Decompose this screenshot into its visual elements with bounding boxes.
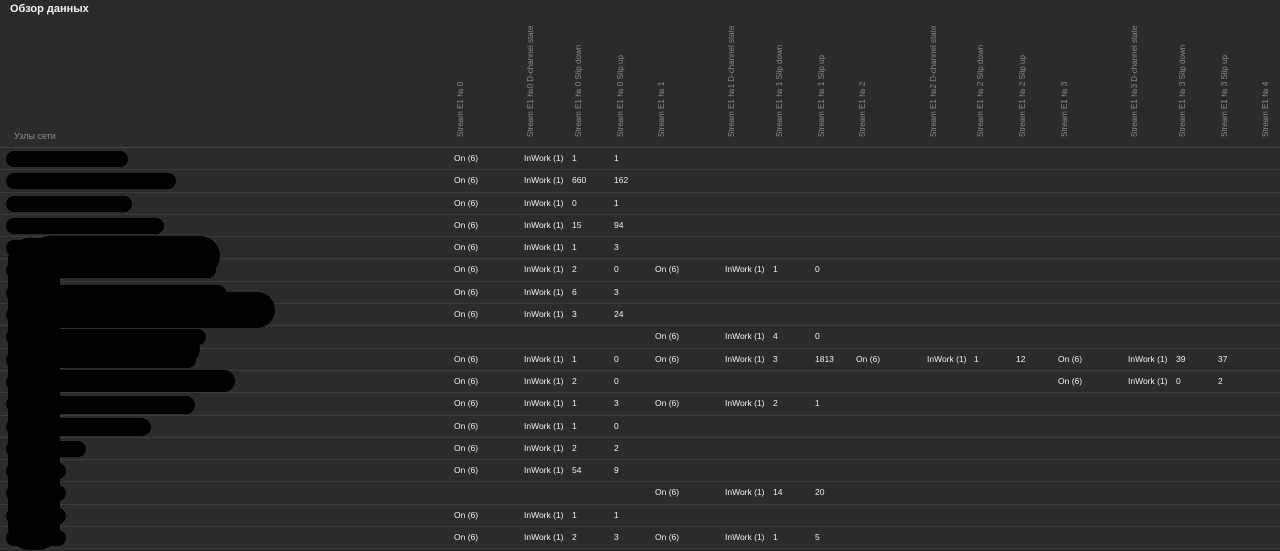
table-cell: 0 [815, 264, 820, 275]
table-cell: 0 [1176, 375, 1181, 386]
table-cell: InWork (1) [1128, 375, 1168, 386]
table-cell: 1 [572, 398, 577, 409]
table-cell: On (6) [454, 153, 479, 163]
column-header-label: Stream E1 № 3 Slip up [1220, 55, 1229, 137]
table-cell: 4 [773, 331, 778, 342]
table-cell: InWork (1) [524, 442, 564, 453]
table-cell: 9 [614, 465, 619, 476]
redaction-mark [30, 236, 220, 276]
table-cell: 2 [572, 375, 577, 386]
redacted-node-name [6, 218, 164, 234]
column-header-label: Stream E1 № 0 Slip up [616, 55, 625, 137]
column-header[interactable] [1058, 22, 1072, 142]
table-cell: On (6) [454, 309, 479, 320]
redaction-mark [40, 330, 200, 366]
column-header-label: Stream E1 № 1 Slip up [817, 55, 826, 137]
table-cell: On (6) [454, 532, 479, 543]
table-cell: InWork (1) [524, 242, 564, 253]
column-header[interactable] [614, 22, 628, 142]
table-cell: InWork (1) [725, 487, 765, 498]
table-cell: 0 [614, 353, 619, 364]
table-cell: 1 [773, 532, 778, 543]
table-cell: On (6) [454, 286, 479, 297]
column-header-label: Stream E1 № 2 Slip down [976, 44, 985, 137]
table-cell: 1 [572, 420, 577, 431]
table-cell: 94 [614, 219, 624, 230]
table-cell: 1 [614, 509, 619, 520]
table-cell: On (6) [454, 353, 479, 364]
column-header-label: Stream E1 № 4 [1261, 81, 1270, 137]
table-cell: InWork (1) [524, 532, 564, 543]
redacted-node-name [6, 173, 176, 189]
table-cell: On (6) [454, 242, 479, 253]
table-cell: 2 [572, 532, 577, 543]
table-cell: 1 [572, 242, 577, 253]
table-cell: On (6) [655, 532, 680, 543]
table-cell: 54 [572, 465, 582, 476]
table-cell: InWork (1) [524, 153, 564, 163]
table-cell: InWork (1) [725, 532, 765, 543]
column-header[interactable] [1176, 22, 1190, 142]
table-cell: 660 [572, 175, 587, 186]
table-cell: InWork (1) [524, 264, 564, 275]
table-cell: InWork (1) [524, 309, 564, 320]
page-title: Обзор данных [10, 3, 89, 15]
table-cell: 12 [1016, 353, 1026, 364]
table-cell: 3 [614, 242, 619, 253]
table-cell: InWork (1) [725, 398, 765, 409]
table-cell: 2 [572, 264, 577, 275]
table-cell: 1 [614, 153, 619, 163]
column-header[interactable] [1016, 22, 1030, 142]
table-cell: 2 [773, 398, 778, 409]
table-cell: 39 [1176, 353, 1186, 364]
table-cell: On (6) [655, 331, 680, 342]
table-cell: InWork (1) [524, 175, 564, 186]
column-header[interactable] [927, 22, 941, 142]
redaction-mark [40, 418, 150, 436]
column-header-label: Stream E1 №1 D-channel state [727, 25, 736, 137]
column-header-label: Stream E1 № 3 Slip down [1178, 44, 1187, 137]
table-cell: On (6) [454, 264, 479, 275]
column-header-label: Stream E1 № 2 [858, 81, 867, 137]
table-cell: 2 [572, 442, 577, 453]
table-cell: On (6) [655, 398, 680, 409]
table-cell: On (6) [454, 465, 479, 476]
table-cell: 1 [614, 197, 619, 208]
column-header-label: Stream E1 № 2 Slip up [1018, 55, 1027, 137]
table-row[interactable] [0, 170, 1280, 192]
column-header-label: Stream E1 №0 D-channel state [526, 25, 535, 137]
table-row[interactable] [0, 215, 1280, 237]
table-cell: 2 [1218, 375, 1223, 386]
table-cell: On (6) [454, 442, 479, 453]
table-cell: On (6) [454, 219, 479, 230]
table-cell: 5 [815, 532, 820, 543]
table-cell: InWork (1) [927, 353, 967, 364]
table-cell: InWork (1) [524, 375, 564, 386]
table-cell: InWork (1) [1128, 353, 1168, 364]
redacted-node-name [6, 151, 128, 167]
table-cell: On (6) [1058, 353, 1083, 364]
column-header[interactable] [1259, 22, 1273, 142]
table-cell: 3 [614, 532, 619, 543]
table-cell: 0 [815, 331, 820, 342]
column-header-label: Stream E1 № 1 Slip down [775, 44, 784, 137]
column-header[interactable] [1218, 22, 1232, 142]
table-cell: 1 [815, 398, 820, 409]
table-cell: On (6) [655, 487, 680, 498]
table-cell: InWork (1) [524, 353, 564, 364]
column-header[interactable] [974, 22, 988, 142]
table-cell: 0 [614, 420, 619, 431]
table-cell: On (6) [454, 175, 479, 186]
table-cell: InWork (1) [524, 465, 564, 476]
table-row[interactable] [0, 505, 1280, 527]
table-row[interactable] [0, 148, 1280, 170]
column-header[interactable] [856, 22, 870, 142]
table-cell: InWork (1) [524, 398, 564, 409]
table-row[interactable] [0, 416, 1280, 438]
table-cell: On (6) [454, 197, 479, 208]
table-cell: InWork (1) [725, 353, 765, 364]
nodes-column-header[interactable]: Узлы сети [14, 131, 56, 141]
redacted-node-name [6, 196, 132, 212]
table-cell: InWork (1) [524, 219, 564, 230]
table-cell: On (6) [856, 353, 881, 364]
table-cell: 0 [572, 197, 577, 208]
column-header-label: Stream E1 №2 D-channel state [929, 25, 938, 137]
table-cell: 3 [614, 398, 619, 409]
table-cell: 0 [614, 264, 619, 275]
table-cell: 0 [614, 375, 619, 386]
table-cell: 3 [614, 286, 619, 297]
table-row[interactable] [0, 482, 1280, 504]
table-row[interactable] [0, 527, 1280, 549]
table-cell: 14 [773, 487, 783, 498]
table-cell: On (6) [454, 420, 479, 431]
table-row[interactable] [0, 438, 1280, 460]
column-header[interactable] [572, 22, 586, 142]
column-header-label: Stream E1 № 1 [657, 81, 666, 137]
column-header[interactable] [655, 22, 669, 142]
column-header[interactable] [1128, 22, 1142, 142]
table-cell: 6 [572, 286, 577, 297]
table-cell: InWork (1) [524, 286, 564, 297]
table-cell: On (6) [454, 398, 479, 409]
column-header-label: Stream E1 №3 D-channel state [1130, 25, 1139, 137]
table-cell: On (6) [454, 509, 479, 520]
table-cell: 1 [773, 264, 778, 275]
redaction-mark [40, 396, 195, 414]
table-cell: On (6) [454, 375, 479, 386]
table-cell: 37 [1218, 353, 1228, 364]
table-cell: 1 [572, 353, 577, 364]
table-cell: InWork (1) [725, 331, 765, 342]
table-cell: 1 [572, 153, 577, 163]
table-cell: InWork (1) [524, 420, 564, 431]
column-header-label: Stream E1 № 0 [456, 81, 465, 137]
table-cell: On (6) [1058, 375, 1083, 386]
column-header[interactable] [524, 22, 538, 142]
redaction-mark [8, 238, 60, 550]
table-cell: 1813 [815, 353, 834, 364]
table-cell: InWork (1) [524, 197, 564, 208]
table-cell: 20 [815, 487, 825, 498]
table-row[interactable] [0, 193, 1280, 215]
table-cell: 162 [614, 175, 629, 186]
table-cell: 1 [572, 509, 577, 520]
table-cell: 3 [572, 309, 577, 320]
table-cell: On (6) [655, 264, 680, 275]
table-cell: 3 [773, 353, 778, 364]
column-header[interactable] [725, 22, 739, 142]
column-header[interactable] [815, 22, 829, 142]
table-cell: 2 [614, 442, 619, 453]
table-cell: InWork (1) [725, 264, 765, 275]
table-cell: On (6) [655, 353, 680, 364]
table-row[interactable] [0, 460, 1280, 482]
redaction-mark [40, 370, 235, 392]
table-cell: 15 [572, 219, 582, 230]
table-cell: 1 [974, 353, 979, 364]
redaction-mark [40, 292, 275, 328]
column-header[interactable] [454, 22, 468, 142]
column-header-label: Stream E1 № 3 [1060, 81, 1069, 137]
column-header-label: Stream E1 № 0 Slip down [574, 44, 583, 137]
column-header[interactable] [773, 22, 787, 142]
table-cell: 24 [614, 309, 624, 320]
table-cell: InWork (1) [524, 509, 564, 520]
